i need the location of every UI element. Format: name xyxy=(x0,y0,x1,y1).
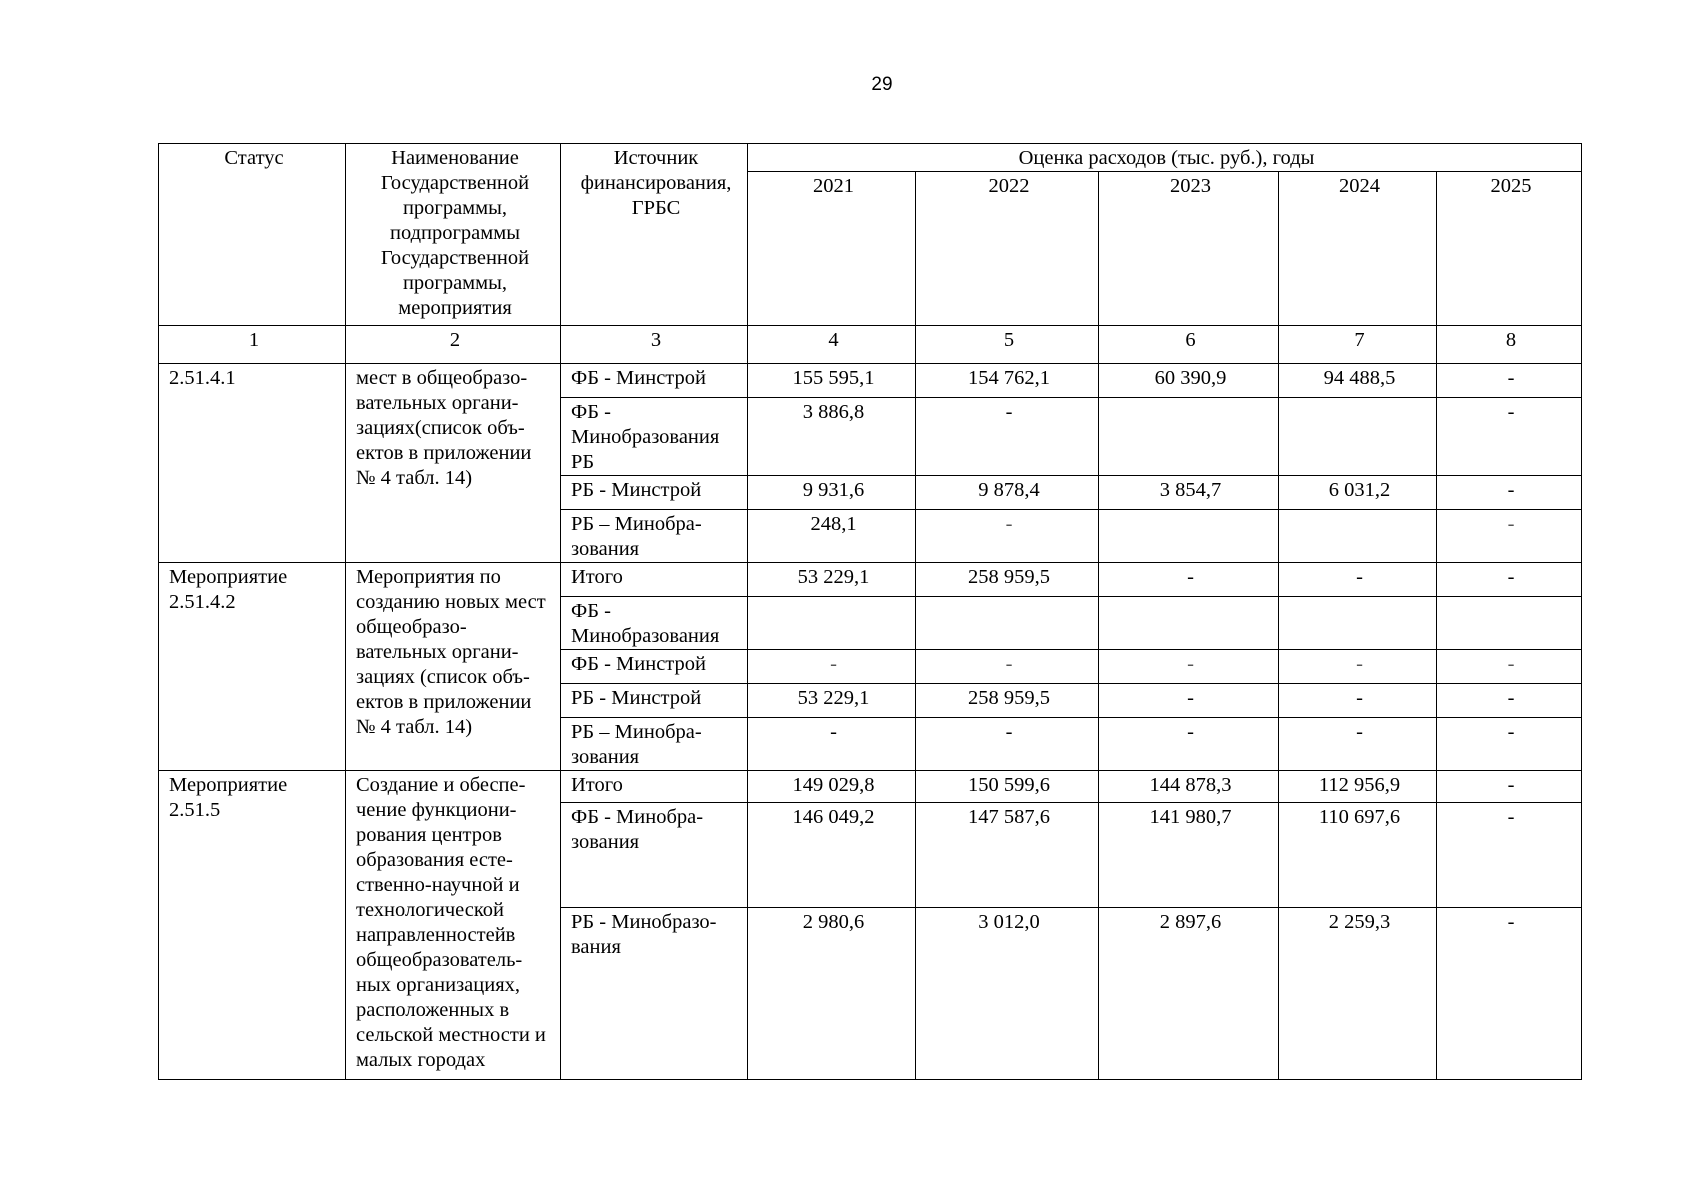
value-cell xyxy=(1437,597,1582,650)
column-numbers-row xyxy=(159,326,1582,364)
header-year: 2024 xyxy=(1279,172,1437,326)
value-cell: 53 229,1 xyxy=(748,684,916,718)
value-cell: - xyxy=(1437,650,1582,684)
value-cell: - xyxy=(1279,650,1437,684)
value-cell: 2 259,3 xyxy=(1279,908,1437,1080)
value-cell: 146 049,2 xyxy=(748,803,916,908)
row-name: Создание и обеспе-чение функциони-рования центров образования есте-ственно-научной и технологической направленностейв общеобразователь-ных организациях, расположенных в сельской местности и малых городах xyxy=(346,771,561,1080)
value-cell: 258 959,5 xyxy=(916,563,1099,597)
value-cell: - xyxy=(916,510,1099,563)
value-cell: 258 959,5 xyxy=(916,684,1099,718)
value-cell xyxy=(1279,398,1437,476)
value-cell: - xyxy=(1437,398,1582,476)
row-status: Мероприятие 2.51.5 xyxy=(159,771,346,1080)
value-cell xyxy=(1099,398,1279,476)
value-cell: - xyxy=(1437,771,1582,803)
header-status: Статус xyxy=(159,144,346,326)
value-cell: - xyxy=(1437,684,1582,718)
row-source: РБ - Минстрой xyxy=(561,684,748,718)
value-cell xyxy=(916,597,1099,650)
row-source: ФБ - Минобра-зования xyxy=(561,803,748,908)
value-cell: 154 762,1 xyxy=(916,364,1099,398)
value-cell xyxy=(1279,510,1437,563)
value-cell: 155 595,1 xyxy=(748,364,916,398)
column-number: 8 xyxy=(1437,326,1582,364)
value-cell: - xyxy=(1279,684,1437,718)
column-number: 4 xyxy=(748,326,916,364)
value-cell xyxy=(1279,597,1437,650)
value-cell: 112 956,9 xyxy=(1279,771,1437,803)
row-source: ФБ - Минобразования РБ xyxy=(561,398,748,476)
row-source: ФБ - Минобразования xyxy=(561,597,748,650)
value-cell: 2 897,6 xyxy=(1099,908,1279,1080)
table-row xyxy=(159,364,1582,398)
value-cell: - xyxy=(1437,908,1582,1080)
value-cell: 3 886,8 xyxy=(748,398,916,476)
value-cell: 149 029,8 xyxy=(748,771,916,803)
value-cell: - xyxy=(1437,803,1582,908)
value-cell xyxy=(1099,510,1279,563)
value-cell: - xyxy=(1279,718,1437,771)
value-cell: 110 697,6 xyxy=(1279,803,1437,908)
row-source: Итого xyxy=(561,771,748,803)
header-row xyxy=(159,144,1582,172)
header-year: 2022 xyxy=(916,172,1099,326)
value-cell: 94 488,5 xyxy=(1279,364,1437,398)
row-status: Мероприятие 2.51.4.2 xyxy=(159,563,346,771)
row-source: РБ – Минобра-зования xyxy=(561,718,748,771)
row-source: ФБ - Минстрой xyxy=(561,364,748,398)
column-number: 5 xyxy=(916,326,1099,364)
header-source: Источник финансирования, ГРБС xyxy=(561,144,748,326)
value-cell: 150 599,6 xyxy=(916,771,1099,803)
column-number: 2 xyxy=(346,326,561,364)
value-cell: 147 587,6 xyxy=(916,803,1099,908)
value-cell: - xyxy=(1437,364,1582,398)
value-cell: - xyxy=(1437,476,1582,510)
budget-table xyxy=(158,143,1582,1080)
value-cell: - xyxy=(1099,650,1279,684)
row-source: РБ - Минобразо-вания xyxy=(561,908,748,1080)
row-name: мест в общеобразо-вательных органи-зациях(список объ-ектов в приложении № 4 табл. 14) xyxy=(346,364,561,563)
value-cell: 3 854,7 xyxy=(1099,476,1279,510)
value-cell: - xyxy=(748,650,916,684)
row-status: 2.51.4.1 xyxy=(159,364,346,563)
value-cell: 141 980,7 xyxy=(1099,803,1279,908)
value-cell: 3 012,0 xyxy=(916,908,1099,1080)
row-name: Мероприятия по созданию новых мест общеобразо-вательных органи-зациях (список объ-ектов в приложении № 4 табл. 14) xyxy=(346,563,561,771)
column-number: 6 xyxy=(1099,326,1279,364)
value-cell: 60 390,9 xyxy=(1099,364,1279,398)
header-year: 2025 xyxy=(1437,172,1582,326)
value-cell: 6 031,2 xyxy=(1279,476,1437,510)
table-row xyxy=(159,563,1582,597)
value-cell xyxy=(1099,597,1279,650)
value-cell: - xyxy=(1099,684,1279,718)
value-cell: 2 980,6 xyxy=(748,908,916,1080)
value-cell xyxy=(748,597,916,650)
value-cell: - xyxy=(1099,563,1279,597)
value-cell: - xyxy=(1099,718,1279,771)
header-year: 2021 xyxy=(748,172,916,326)
header-estimate: Оценка расходов (тыс. руб.), годы xyxy=(748,144,1582,172)
row-source: РБ – Минобра-зования xyxy=(561,510,748,563)
header-name: Наименование Государственной программы, подпрограммы Государственной программы, мероприятия xyxy=(346,144,561,326)
value-cell: - xyxy=(1279,563,1437,597)
table-row xyxy=(159,771,1582,803)
value-cell: 248,1 xyxy=(748,510,916,563)
value-cell: - xyxy=(916,650,1099,684)
row-source: ФБ - Минстрой xyxy=(561,650,748,684)
value-cell: 9 878,4 xyxy=(916,476,1099,510)
value-cell: 9 931,6 xyxy=(748,476,916,510)
value-cell: - xyxy=(748,718,916,771)
value-cell: - xyxy=(1437,563,1582,597)
header-year: 2023 xyxy=(1099,172,1279,326)
value-cell: 144 878,3 xyxy=(1099,771,1279,803)
row-source: РБ - Минстрой xyxy=(561,476,748,510)
row-source: Итого xyxy=(561,563,748,597)
value-cell: - xyxy=(1437,718,1582,771)
column-number: 3 xyxy=(561,326,748,364)
value-cell: 53 229,1 xyxy=(748,563,916,597)
value-cell: - xyxy=(916,718,1099,771)
value-cell: - xyxy=(916,398,1099,476)
value-cell: - xyxy=(1437,510,1582,563)
column-number: 7 xyxy=(1279,326,1437,364)
column-number: 1 xyxy=(159,326,346,364)
page-number: 29 xyxy=(871,74,893,95)
